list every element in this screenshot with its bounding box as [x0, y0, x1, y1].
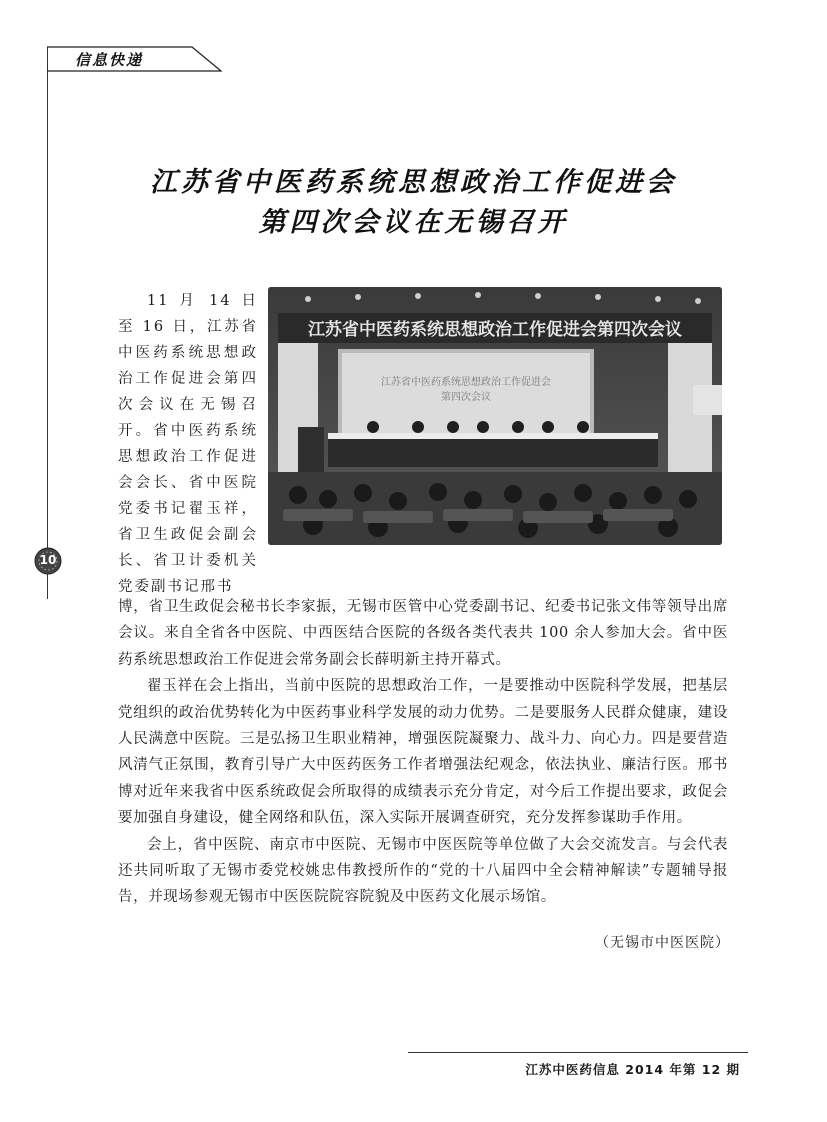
article-title-line2: 第四次会议在无锡召开 [258, 207, 569, 238]
page-number: 10 [39, 553, 57, 567]
lead-text: 11 月 14 日至 16 日，江苏省中医药系统思想政治工作促进会第四次会议在无锡召开。省中医药系统思想政治工作促进会会长、省中医院党委书记翟玉祥，省卫生政促会副会长、省卫计委机关党委副书记邢书 [118, 293, 258, 595]
section-tab [47, 46, 222, 72]
section-label: 信息快递 [75, 51, 144, 69]
margin-rule [47, 47, 48, 599]
paragraph-1-continued: 博，省卫生政促会秘书长李家振，无锡市医管中心党委副书记、纪委书记张文伟等领导出席会议。来自全省各中医院、中西医结合医院的各级各类代表共 100 余人参加大会。省中医药系统思想政治工作促进会常务副会长薛明新主持开幕式。 [118, 599, 728, 668]
photo-screen-text-1: 江苏省中医药系统思想政治工作促进会 [381, 377, 551, 388]
article-source: （无锡市中医医院） [595, 935, 730, 951]
photo-screen-text-2: 第四次会议 [441, 392, 491, 403]
footer-rule [408, 1052, 748, 1053]
paragraph-3: 会上，省中医院、南京市中医院、无锡市中医医院等单位做了大会交流发言。与会代表还共同听取了无锡市委党校姚忠伟教授所作的“党的十八届四中全会精神解读”专题辅导报告，并现场参观无锡市中医医院院容院貌及中医药文化展示场馆。 [118, 836, 728, 906]
article-body [118, 594, 728, 911]
conference-photo [268, 287, 722, 545]
paragraph-2: 翟玉祥在会上指出，当前中医院的思想政治工作，一是要推动中医院科学发展，把基层党组织的政治优势转化为中医药事业科学发展的动力优势。二是要服务人民群众健康，建设人民满意中医院。三是弘扬卫生职业精神，增强医院凝聚力、战斗力、向心力。四是要营造风清气正氛围，教育引导广大中医药医务工作者增强法纪观念，依法执业、廉洁行医。邢书博对近年来我省中医系统政促会所取得的成绩表示充分肯定，对今后工作提出要求，政促会要加强自身建设，健全网络和队伍，深入实际开展调查研究，充分发挥参谋助手作用。 [118, 678, 728, 827]
lead-paragraph [118, 288, 258, 600]
article-title-line1: 江苏省中医药系统思想政治工作促进会 [150, 167, 677, 198]
page-number-badge [33, 546, 63, 576]
photo-banner-text: 江苏省中医药系统思想政治工作促进会第四次会议 [308, 320, 682, 340]
publication-footer: 江苏中医药信息 2014 年第 12 期 [525, 1062, 740, 1077]
